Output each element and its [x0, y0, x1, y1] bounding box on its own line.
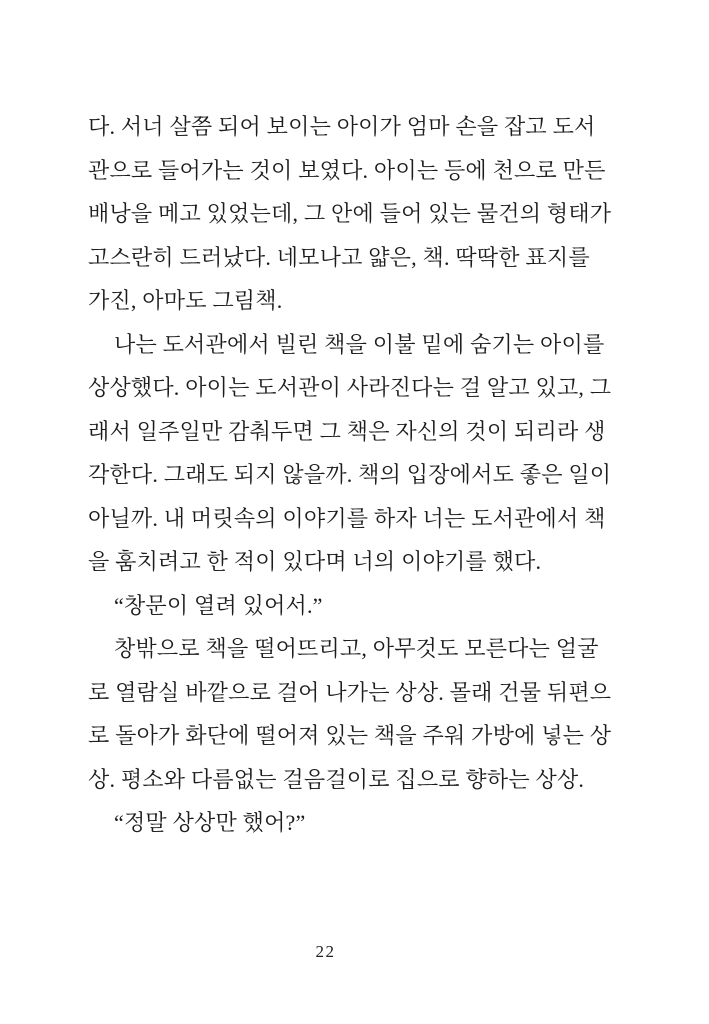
text-line: 배낭을 메고 있었는데, 그 안에 들어 있는 물건의 형태가	[88, 201, 612, 226]
text-line: 창밖으로 책을 떨어뜨리고, 아무것도 모른다는 얼굴	[114, 636, 599, 661]
body-text	[88, 105, 636, 845]
text-line: 아닐까. 내 머릿속의 이야기를 하자 너는 도서관에서 책	[88, 505, 606, 531]
text-line: 로 돌아가 화단에 떨어져 있는 책을 주워 가방에 넣는 상	[88, 723, 612, 748]
paragraph	[88, 801, 636, 845]
paragraph	[88, 584, 636, 628]
text-line: 상. 평소와 다름없는 걸음걸이로 집으로 향하는 상상.	[88, 766, 585, 792]
text-line: 가진, 아마도 그림책.	[88, 288, 283, 313]
paragraph	[88, 323, 636, 584]
paragraph	[88, 105, 636, 323]
text-line: 로 열람실 바깥으로 걸어 나가는 상상. 몰래 건물 뒤편으	[88, 679, 612, 705]
text-line: 다. 서너 살쯤 되어 보이는 아이가 엄마 손을 잡고 도서	[88, 114, 596, 139]
text-line: 고스란히 드러났다. 네모나고 얇은, 책. 딱딱한 표지를	[88, 244, 590, 270]
text-line: 각한다. 그래도 되지 않을까. 책의 입장에서도 좋은 일이	[88, 462, 612, 487]
text-line: 상상했다. 아이는 도서관이 사라진다는 걸 알고 있고, 그	[88, 375, 612, 400]
text-line: 관으로 들어가는 것이 보였다. 아이는 등에 천으로 만든	[88, 157, 606, 183]
text-line: “정말 상상만 했어?”	[114, 810, 306, 835]
text-line: 을 훔치려고 한 적이 있다며 너의 이야기를 했다.	[88, 549, 542, 574]
text-line: 래서 일주일만 감춰두면 그 책은 자신의 것이 되리라 생	[88, 418, 606, 444]
text-line: 나는 도서관에서 빌린 책을 이불 밑에 숨기는 아이를	[114, 331, 605, 357]
page-number: 22	[315, 942, 336, 961]
paragraph	[88, 627, 636, 801]
text-line: “창문이 열려 있어서.”	[114, 592, 323, 618]
